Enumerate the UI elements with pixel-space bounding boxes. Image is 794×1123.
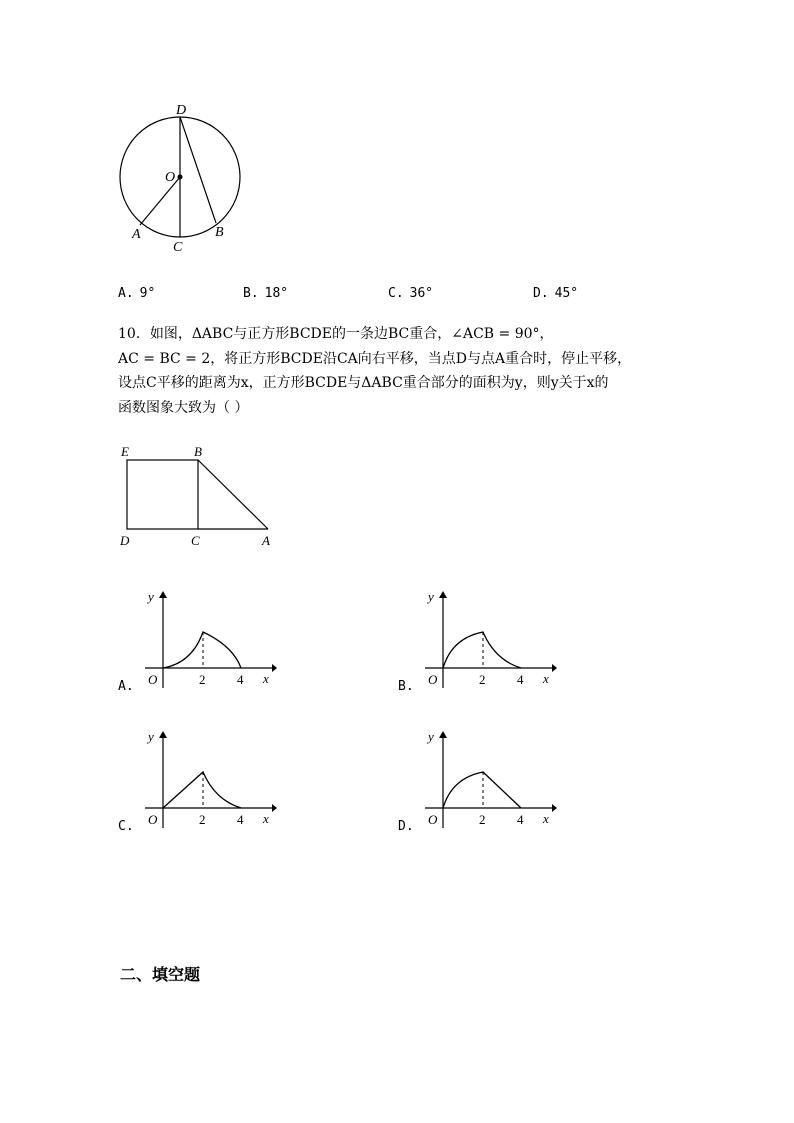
square-triangle-figure xyxy=(110,440,290,552)
graph-a-letter[interactable]: A. xyxy=(118,679,134,694)
origin-label: O xyxy=(148,672,158,687)
tick-4: 4 xyxy=(237,812,244,827)
label-B2: B xyxy=(194,444,202,459)
label-D2: D xyxy=(120,533,130,548)
tick-2: 2 xyxy=(479,672,486,687)
q9-option-d[interactable]: D. 45° xyxy=(533,286,579,301)
label-D: D xyxy=(176,103,187,118)
graph-c-letter[interactable]: C. xyxy=(118,819,134,834)
q9-option-c[interactable]: C. 36° xyxy=(388,286,434,301)
axis-x: x xyxy=(543,811,549,826)
label-E: E xyxy=(121,444,129,459)
q10-line-4: 函数图象大致为（ ） xyxy=(118,400,249,416)
tick-2: 2 xyxy=(199,812,206,827)
graph-d-letter[interactable]: D. xyxy=(398,819,414,834)
q10-line-3: 设点C平移的距离为x，正方形BCDE与ΔABC重合部分的面积为y，则y关于x的 xyxy=(118,375,609,391)
tick-2: 2 xyxy=(479,812,486,827)
tick-2: 2 xyxy=(199,672,206,687)
graph-b xyxy=(420,588,560,693)
label-A2: A xyxy=(262,533,270,548)
axis-x: x xyxy=(263,811,269,826)
origin-label: O xyxy=(148,812,158,827)
tick-4: 4 xyxy=(517,812,524,827)
graph-c xyxy=(140,728,280,833)
axis-y: y xyxy=(428,729,434,744)
graph-b-letter[interactable]: B. xyxy=(398,679,414,694)
label-C: C xyxy=(173,240,183,255)
label-A: A xyxy=(132,227,141,242)
axis-x: x xyxy=(263,671,269,686)
q10-line-1: 10．如图，ΔABC与正方形BCDE的一条边BC重合，∠ACB = 90°， xyxy=(118,326,554,342)
label-B: B xyxy=(215,225,224,240)
origin-label: O xyxy=(428,672,438,687)
q9-option-b[interactable]: B. 18° xyxy=(243,286,289,301)
graph-d xyxy=(420,728,560,833)
graph-a xyxy=(140,588,280,693)
tick-4: 4 xyxy=(237,672,244,687)
axis-y: y xyxy=(148,729,154,744)
axis-y: y xyxy=(148,589,154,604)
label-O: O xyxy=(165,170,176,185)
q10-line-2: AC = BC = 2，将正方形BCDE沿CA向右平移，当点D与点A重合时，停止平移， xyxy=(118,351,632,367)
label-C2: C xyxy=(191,533,200,548)
section-title: 二、填空题 xyxy=(120,965,201,984)
axis-y: y xyxy=(428,589,434,604)
q9-option-a[interactable]: A. 9° xyxy=(118,286,156,301)
axis-x: x xyxy=(543,671,549,686)
origin-label: O xyxy=(428,812,438,827)
circle-figure xyxy=(110,95,260,260)
tick-4: 4 xyxy=(517,672,524,687)
